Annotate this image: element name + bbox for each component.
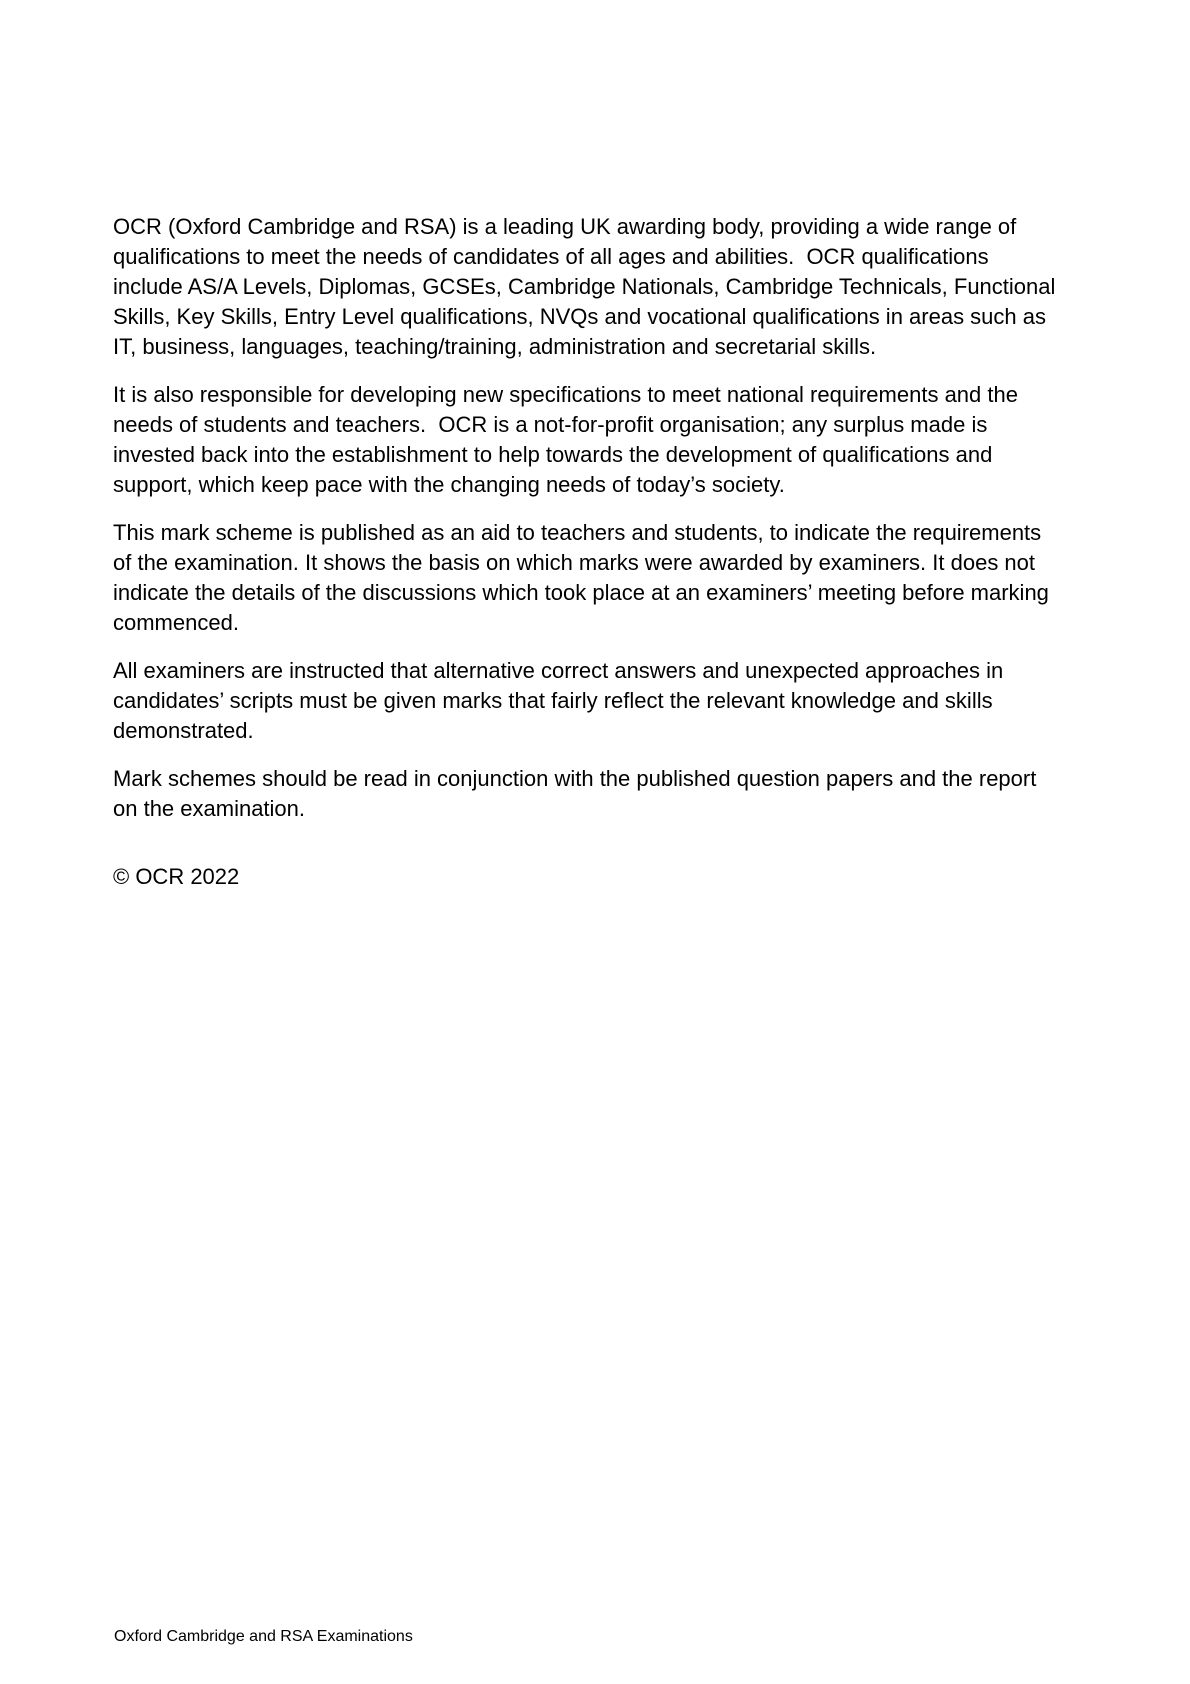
paragraph-ocr-responsibility: It is also responsible for developing new specifications to meet national requirements and the needs of students and teachers. OCR is a not-for-profit organisation; any surplus made is invested back into the establishment to help towards the development of qualifications and support, which keep pace with the changing needs of today’s society. [113, 382, 1025, 497]
paragraph-read-in-conjunction: Mark schemes should be read in conjunction with the published question papers and the report on the examination. [113, 766, 1043, 821]
copyright-notice: © OCR 2022 [113, 864, 240, 889]
paragraph-examiner-instructions: All examiners are instructed that alternative correct answers and unexpected approaches in candidates’ scripts must be given marks that fairly reflect the relevant knowledge and skills demonstrated. [113, 658, 1010, 743]
body-text-block [113, 212, 1062, 910]
paragraph-ocr-intro: OCR (Oxford Cambridge and RSA) is a leading UK awarding body, providing a wide range of qualifications to meet the needs of candidates of all ages and abilities. OCR qualifications include AS/A Levels, Diplomas, GCSEs, Cambridge Nationals, Cambridge Technicals, Functional Skills, Key Skills, Entry Level qualifications, NVQs and vocational qualifications in areas such as IT, business, languages, teaching/training, administration and secretarial skills. [113, 214, 1062, 359]
page-footer: Oxford Cambridge and RSA Examinations [114, 1628, 413, 1645]
paragraph-mark-scheme-purpose: This mark scheme is published as an aid to teachers and students, to indicate the requirements of the examination. It shows the basis on which marks were awarded by examiners. It does not indicate the details of the discussions which took place at an examiners’ meeting before marking commenced. [113, 520, 1056, 635]
